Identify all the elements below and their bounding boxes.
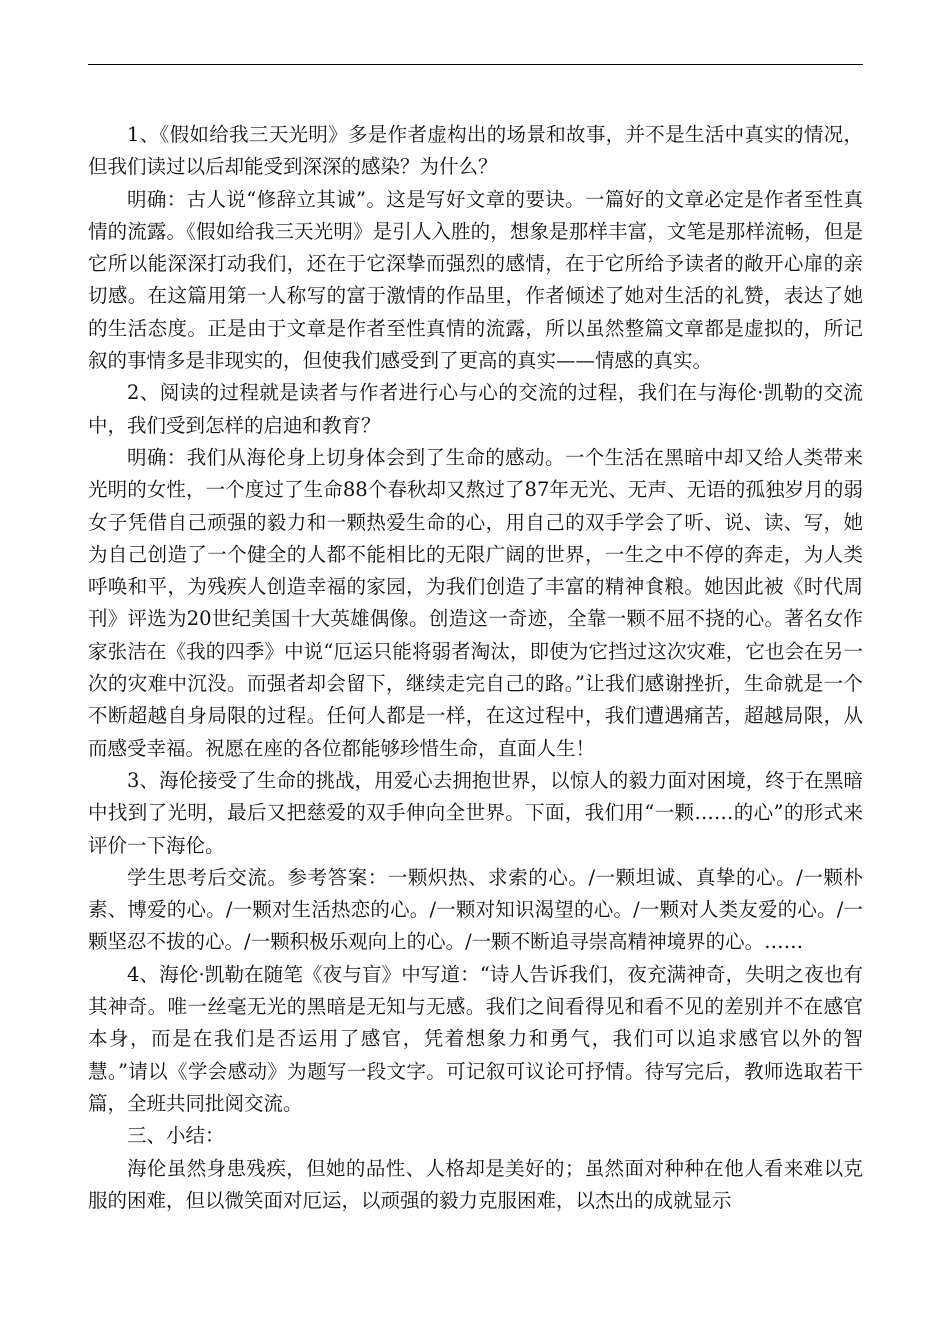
answer-3-paragraph: 学生思考后交流。参考答案：一颗炽热、求索的心。/一颗坦诚、真挚的心。/一颗朴素、博爱的心。/一颗对生活热恋的心。/一颗对知识渴望的心。/一颗对人类友爱的心。/一颗坚忍不拔的心。/一颗积极乐观向上的心。/一颗不断追寻崇高精神境界的心。…… <box>88 865 863 954</box>
answer-2-paragraph: 明确：我们从海伦身上切身体会到了生命的感动。一个生活在黑暗中却又给人类带来光明的女性，一个度过了生命88个春秋却又熬过了87年无光、无声、无语的孤独岁月的弱女子凭借自己顽强的毅力和一颗热爱生命的心，用自己的双手学会了听、说、读、写，她为自己创造了一个健全的人都不能相比的无限广阔的世界，一生之中不停的奔走，为人类呼唤和平，为残疾人创造幸福的家园，为我们创造了丰富的精神食粮。她因此被《时代周刊》评选为20世纪美国十大英雄偶像。创造这一奇迹，全靠一颗不屈不挠的心。著名女作家张洁在《我的四季》中说“厄运只能将弱者淘汰，即使为它挡过这次灾难，它也会在另一次的灾难中沉没。而强者却会留下，继续走完自己的路。”让我们感谢挫折，生命就是一个不断超越自身局限的过程。任何人都是一样，在这过程中，我们遭遇痛苦，超越局限，从而感受幸福。祝愿在座的各位都能够珍惜生命，直面人生！ <box>88 445 863 760</box>
document-body <box>88 119 863 1217</box>
summary-paragraph: 海伦虽然身患残疾，但她的品性、人格却是美好的；虽然面对种种在他人看来难以克服的困难，但以微笑面对厄运，以顽强的毅力克服困难，以杰出的成就显示 <box>88 1156 863 1212</box>
question-4-paragraph: 4、海伦·凯勒在随笔《夜与盲》中写道：“诗人告诉我们，夜充满神奇，失明之夜也有其神奇。唯一丝毫无光的黑暗是无知与无感。我们之间看得见和看不见的差别并不在感官本身，而是在我们是否运用了感官，凭着想象力和勇气，我们可以追求感官以外的智慧。”请以《学会感动》为题写一段文字。可记叙可议论可抒情。待写完后，教师选取若干篇，全班共同批阅交流。 <box>88 962 863 1115</box>
header-rule <box>88 64 863 65</box>
question-3-paragraph: 3、海伦接受了生命的挑战，用爱心去拥抱世界，以惊人的毅力面对困境，终于在黑暗中找到了光明，最后又把慈爱的双手伸向全世界。下面，我们用“一颗……的心”的形式来评价一下海伦。 <box>88 768 863 857</box>
summary-heading: 三、小结： <box>127 1124 225 1148</box>
answer-1-paragraph: 明确：古人说“修辞立其诚”。这是写好文章的要诀。一篇好的文章必定是作者至性真情的流露。《假如给我三天光明》是引人入胜的，想象是那样丰富，文笔是那样流畅，但是它所以能深深打动我们，还在于它深挚而强烈的感情，在于它所给予读者的敞开心扉的亲切感。在这篇用第一人称写的富于激情的作品里，作者倾述了她对生活的礼赞，表达了她的生活态度。正是由于文章是作者至性真情的流露，所以虽然整篇文章都是虚拟的，所记叙的事情多是非现实的，但使我们感受到了更高的真实——情感的真实。 <box>88 187 863 373</box>
question-1-paragraph: 1、《假如给我三天光明》多是作者虚构出的场景和故事，并不是生活中真实的情况，但我们读过以后却能受到深深的感染？为什么？ <box>88 123 863 179</box>
question-2-paragraph: 2、阅读的过程就是读者与作者进行心与心的交流的过程，我们在与海伦·凯勒的交流中，我们受到怎样的启迪和教育？ <box>88 381 863 437</box>
